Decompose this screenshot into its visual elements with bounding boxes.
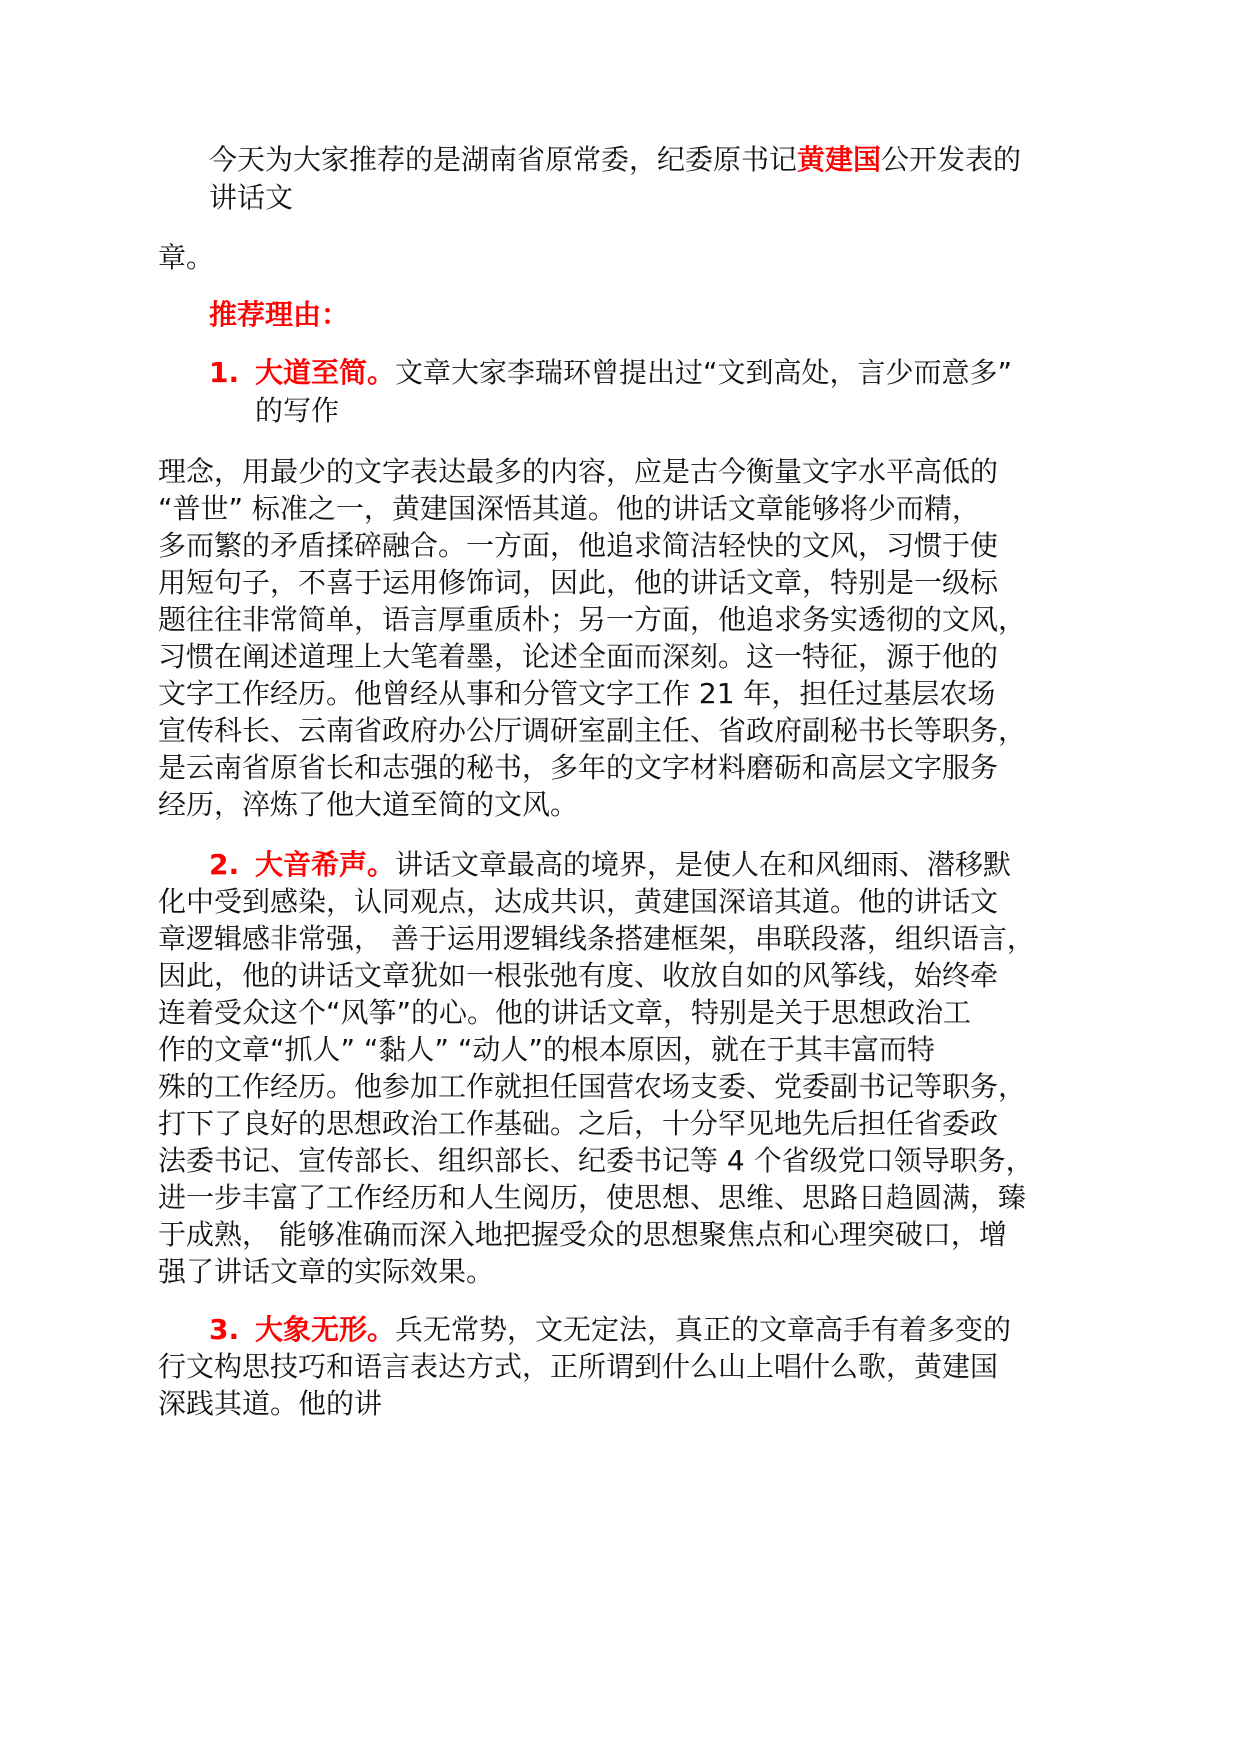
item-3-first-line xyxy=(209,1313,1011,1347)
item-2-body-line: 进一步丰富了工作经历和人生阅历，使思想、思维、思路日趋圆满，臻 xyxy=(158,1181,1027,1214)
item-1-body-line: 文字工作经历。他曾经从事和分管文字工作 21 年，担任过基层农场 xyxy=(158,677,996,710)
item-3-title: 大象无形。 xyxy=(255,1313,396,1346)
item-2-body-line: 殊的工作经历。他参加工作就担任国营农场支委、党委副书记等职务， xyxy=(158,1070,1027,1103)
item-1-first-line xyxy=(209,356,1012,390)
item-1-body-line: 理念，用最少的文字表达最多的内容，应是古今衡量文字水平高低的 xyxy=(158,455,999,488)
item-2-body-line: 因此，他的讲话文章犹如一根张弛有度、收放自如的风筝线，始终牵 xyxy=(158,959,999,992)
item-1-body-line: 多而繁的矛盾揉碎融合。一方面，他追求简洁轻快的文风，习惯于使 xyxy=(158,529,999,562)
item-2-body-line: 连着受众这个“风筝”的心。他的讲话文章，特别是关于思想政治工 xyxy=(158,996,972,1029)
item-1-body-line: 是云南省原省长和志强的秘书，多年的文字材料磨砺和高层文字服务 xyxy=(158,751,999,784)
item-1-number: 1. xyxy=(209,356,240,389)
item-1-body-line: 习惯在阐述道理上大笔着墨，论述全面而深刻。这一特征，源于他的 xyxy=(158,640,999,673)
item-1-second-line: 的写作 xyxy=(255,394,340,427)
item-2-body-line: 作的文章“抓人” “黏人” “动人”的根本原因，就在于其丰富而特 xyxy=(158,1033,935,1066)
item-1-body-line: 经历，淬炼了他大道至简的文风。 xyxy=(158,788,579,821)
item-2-title: 大音希声。 xyxy=(255,848,396,881)
item-1-body-line: 题往往非常简单，语言厚重质朴；另一方面，他追求务实透彻的文风， xyxy=(158,603,1027,636)
intro-suffix: 公开发表的 xyxy=(881,143,1022,176)
item-2-body-line: 法委书记、宣传部长、组织部长、纪委书记等 4 个省级党口领导职务， xyxy=(158,1144,1034,1177)
intro-line-1 xyxy=(209,143,1021,177)
item-2-body-line: 于成熟， 能够准确而深入地把握受众的思想聚焦点和心理突破口，增 xyxy=(158,1218,1007,1251)
item-3-number: 3. xyxy=(209,1313,240,1346)
item-1-title: 大道至简。 xyxy=(255,356,396,389)
intro-line-2: 讲话文 xyxy=(209,181,294,214)
item-2-first-line xyxy=(209,848,1011,882)
item-1-body-line: “普世” 标准之一，黄建国深悟其道。他的讲话文章能够将少而精， xyxy=(158,492,980,525)
item-1-first-text: 文章大家李瑞环曾提出过“文到高处，言少而意多” xyxy=(395,356,1013,389)
intro-line-3: 章。 xyxy=(158,241,215,274)
item-1-body-line: 宣传科长、云南省政府办公厅调研室副主任、省政府副秘书长等职务， xyxy=(158,714,1027,747)
reasons-heading: 推荐理由： xyxy=(209,298,350,331)
item-2-body-line: 化中受到感染，认同观点，达成共识，黄建国深谙其道。他的讲话文 xyxy=(158,885,999,918)
intro-prefix: 今天为大家推荐的是湖南省原常委，纪委原书记 xyxy=(209,143,798,176)
item-2-body-line: 强了讲话文章的实际效果。 xyxy=(158,1255,495,1288)
item-2-first-text: 讲话文章最高的境界，是使人在和风细雨、潜移默 xyxy=(395,848,1012,881)
item-3-body-line: 深践其道。他的讲 xyxy=(158,1387,383,1420)
item-2-body-line: 章逻辑感非常强， 善于运用逻辑线条搭建框架，串联段落，组织语言， xyxy=(158,922,1035,955)
item-3-first-text: 兵无常势，文无定法，真正的文章高手有着多变的 xyxy=(395,1313,1012,1346)
item-1-body-line: 用短句子，不喜于运用修饰词，因此，他的讲话文章，特别是一级标 xyxy=(158,566,999,599)
highlighted-name: 黄建国 xyxy=(797,143,882,176)
item-2-number: 2. xyxy=(209,848,240,881)
item-3-body-line: 行文构思技巧和语言表达方式，正所谓到什么山上唱什么歌，黄建国 xyxy=(158,1350,999,1383)
item-2-body-line: 打下了良好的思想政治工作基础。之后，十分罕见地先后担任省委政 xyxy=(158,1107,999,1140)
